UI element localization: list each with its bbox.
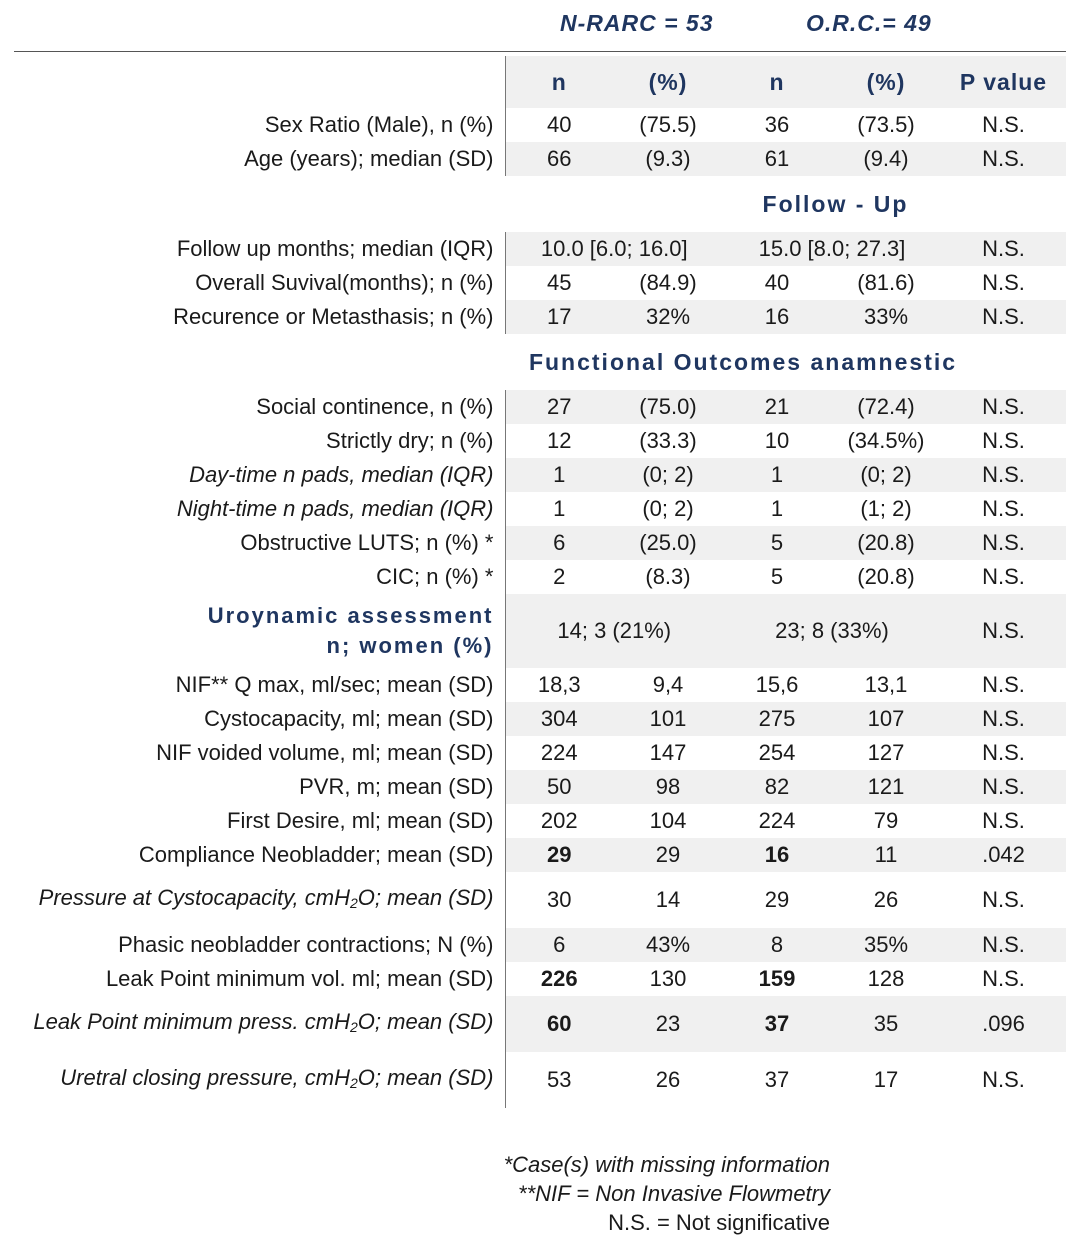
row-label (14, 1052, 505, 1108)
cell-orc-pct: (0; 2) (831, 458, 941, 492)
table-row (14, 108, 1066, 142)
cell-n-rarc-pct: 101 (613, 702, 723, 736)
cell-orc-n: 254 (758, 740, 796, 765)
cell-orc-pct: 79 (873, 808, 899, 833)
row-label: NIF voided volume, ml; mean (SD) (14, 736, 505, 770)
cell-orc-n: 82 (723, 770, 831, 804)
row-label: Overall Suvival(months); n (%) (14, 266, 505, 300)
section-title-functional: Functional Outcomes anamnestic (528, 348, 958, 375)
cell-n-rarc-span: 10.0 [6.0; 16.0] (505, 232, 723, 266)
cell-orc-pct: 26 (873, 887, 899, 912)
cell-n-rarc-pct: 98 (613, 770, 723, 804)
row-label (14, 996, 505, 1052)
cell-n-rarc-n: 1 (505, 458, 613, 492)
cell-n-rarc-n: 1 (553, 496, 566, 521)
row-label: Recurence or Metasthasis; n (%) (14, 300, 505, 334)
cell-p-value: N.S. (982, 496, 1025, 521)
row-label: Night-time n pads, median (IQR) (14, 492, 505, 526)
cell-p-value: N.S. (941, 594, 1066, 668)
row-label: Cystocapacity, ml; mean (SD) (14, 702, 505, 736)
cell-n-rarc-n: 30 (547, 887, 572, 912)
cell-orc-n: 16 (723, 838, 831, 872)
cell-p-value: N.S. (941, 390, 1066, 424)
subscript-2: 2 (350, 1018, 358, 1035)
table-row (14, 736, 1066, 770)
cell-n-rarc-n: 6 (505, 526, 613, 560)
header-n-rarc-n: n (505, 56, 613, 108)
urodynamic-title-line2: n; women (%) (326, 633, 494, 658)
cell-n-rarc-pct: (8.3) (645, 564, 691, 589)
section-spacer (14, 176, 505, 232)
cell-p-value: N.S. (941, 142, 1066, 176)
table-row (14, 770, 1066, 804)
footnote-missing: *Case(s) with missing information (503, 1152, 830, 1177)
cell-orc-n: 275 (723, 702, 831, 736)
cell-orc-pct: (1; 2) (860, 496, 912, 521)
table-row (14, 560, 1066, 594)
cell-n-rarc-n: 45 (547, 270, 572, 295)
cell-n-rarc-n: 224 (540, 740, 578, 765)
cell-orc-pct: 35 (831, 996, 941, 1052)
results-table (14, 56, 1066, 1108)
row-label: CIC; n (%) * (14, 560, 505, 594)
cell-p-value: N.S. (982, 966, 1025, 991)
table-row (14, 702, 1066, 736)
table-row (14, 232, 1066, 266)
cell-n-rarc-n: 27 (505, 390, 613, 424)
cell-orc-n: 224 (758, 808, 796, 833)
cell-orc-n: 37 (723, 996, 831, 1052)
section-title-urodynamic (14, 594, 505, 668)
row-label: Day-time n pads, median (IQR) (14, 458, 505, 492)
cell-n-rarc-n: 6 (505, 928, 613, 962)
cell-n-rarc-n: 18,3 (537, 672, 581, 697)
row-label: Social continence, n (%) (14, 390, 505, 424)
cell-n-rarc-pct: (25.0) (613, 526, 723, 560)
table-row (14, 390, 1066, 424)
row-label: Compliance Neobladder; mean (SD) (14, 838, 505, 872)
table-row (14, 928, 1066, 962)
header-orc-n: n (723, 56, 831, 108)
cell-p-value: N.S. (941, 458, 1066, 492)
cell-orc-n: 36 (764, 112, 790, 137)
cell-p-value: N.S. (982, 1067, 1025, 1092)
cell-n-rarc-pct: 9,4 (652, 672, 684, 697)
cell-n-rarc-n: 2 (553, 564, 566, 589)
top-rule (14, 51, 1066, 52)
cell-n-rarc-n: 53 (547, 1067, 572, 1092)
cell-n-rarc-span: 14; 3 (21%) (505, 594, 723, 668)
cell-n-rarc-pct: (75.5) (639, 112, 697, 137)
footnote-nif: **NIF = Non Invasive Flowmetry (518, 1181, 830, 1206)
footnote-ns: N.S. = Not significative (608, 1210, 830, 1235)
header-orc-pct: (%) (831, 56, 941, 108)
cell-orc-n: 5 (723, 526, 831, 560)
cell-p-value: N.S. (941, 300, 1066, 334)
cell-p-value: N.S. (982, 672, 1025, 697)
cell-p-value: N.S. (941, 928, 1066, 962)
cell-n-rarc-n: 12 (547, 428, 572, 453)
row-label: Leak Point minimum vol. ml; mean (SD) (14, 962, 505, 996)
row-label: Phasic neobladder contractions; N (%) (14, 928, 505, 962)
cell-orc-n: 37 (764, 1067, 790, 1092)
row-label (14, 872, 505, 928)
row-label-part: O; mean (SD) (357, 1064, 494, 1090)
cell-p-value: .096 (941, 996, 1066, 1052)
table-row (14, 492, 1066, 526)
table-row (14, 1052, 1066, 1108)
group-n-rarc: N-RARC = 53 (560, 10, 714, 36)
cell-p-value: N.S. (982, 808, 1025, 833)
table-row (14, 872, 1066, 928)
cell-n-rarc-n: 29 (505, 838, 613, 872)
group-headers (0, 10, 1080, 42)
header-label-cell (14, 56, 505, 108)
table-row (14, 962, 1066, 996)
cell-n-rarc-pct: (84.9) (639, 270, 697, 295)
cell-n-rarc-n: 40 (547, 112, 572, 137)
row-label-part: Uretral closing pressure, cmH (60, 1064, 350, 1090)
cell-orc-n: 40 (764, 270, 790, 295)
footnotes (420, 1150, 830, 1237)
cell-orc-n: 10 (764, 428, 790, 453)
cell-orc-pct: (81.6) (857, 270, 915, 295)
cell-p-value: N.S. (982, 428, 1025, 453)
cell-p-value: N.S. (982, 887, 1025, 912)
cell-n-rarc-pct: (75.0) (613, 390, 723, 424)
cell-orc-pct: (34.5%) (847, 428, 925, 453)
cell-n-rarc-pct: 26 (655, 1067, 681, 1092)
cell-orc-n: 1 (770, 496, 784, 521)
row-label: PVR, m; mean (SD) (14, 770, 505, 804)
cell-n-rarc-pct: 29 (613, 838, 723, 872)
table-row (14, 266, 1066, 300)
cell-n-rarc-n: 50 (505, 770, 613, 804)
cell-orc-pct: 17 (873, 1067, 899, 1092)
row-label: Obstructive LUTS; n (%) * (14, 526, 505, 560)
group-orc: O.R.C.= 49 (806, 10, 932, 36)
section-title-follow-up: Follow - Up (762, 190, 909, 217)
cell-orc-pct: (73.5) (857, 112, 915, 137)
section-header-row (14, 176, 1066, 232)
table-row (14, 668, 1066, 702)
cell-n-rarc-n: 60 (505, 996, 613, 1052)
cell-orc-n: 8 (723, 928, 831, 962)
cell-p-value: N.S. (941, 770, 1066, 804)
table-row (14, 804, 1066, 838)
cell-n-rarc-n: 226 (540, 966, 578, 991)
row-label-part: Pressure at Cystocapacity, cmH (38, 884, 350, 910)
subscript-2: 2 (350, 894, 358, 911)
row-label-part: Leak Point minimum press. cmH (33, 1008, 350, 1034)
row-label: NIF** Q max, ml/sec; mean (SD) (14, 668, 505, 702)
cell-n-rarc-pct: 23 (613, 996, 723, 1052)
row-label: Follow up months; median (IQR) (14, 232, 505, 266)
cell-orc-pct: 13,1 (864, 672, 908, 697)
cell-n-rarc-n: 202 (540, 808, 578, 833)
cell-n-rarc-pct: 43% (613, 928, 723, 962)
table-row (14, 838, 1066, 872)
cell-p-value: N.S. (982, 564, 1025, 589)
table-row (14, 526, 1066, 560)
cell-orc-pct: 33% (831, 300, 941, 334)
cell-orc-pct: (9.4) (831, 142, 941, 176)
cell-orc-n: 1 (723, 458, 831, 492)
cell-orc-n: 61 (723, 142, 831, 176)
cell-n-rarc-n: 66 (505, 142, 613, 176)
cell-orc-n: 29 (764, 887, 790, 912)
table-row (14, 142, 1066, 176)
table-row (14, 300, 1066, 334)
cell-n-rarc-pct: 14 (655, 887, 681, 912)
table-row (14, 996, 1066, 1052)
subscript-2: 2 (350, 1074, 358, 1091)
cell-n-rarc-pct: (33.3) (639, 428, 697, 453)
cell-orc-n: 5 (770, 564, 784, 589)
row-label: First Desire, ml; mean (SD) (14, 804, 505, 838)
cell-orc-pct: 127 (867, 740, 905, 765)
cell-n-rarc-pct: 32% (613, 300, 723, 334)
section-header-row (14, 334, 1066, 390)
cell-n-rarc-pct: 104 (649, 808, 687, 833)
cell-orc-pct: 11 (831, 838, 941, 872)
cell-n-rarc-pct: (9.3) (613, 142, 723, 176)
cell-orc-pct: (20.8) (831, 526, 941, 560)
cell-orc-pct: 107 (831, 702, 941, 736)
cell-p-value: N.S. (982, 270, 1025, 295)
cell-n-rarc-pct: (0; 2) (642, 496, 694, 521)
cell-orc-pct: 35% (831, 928, 941, 962)
cell-orc-n: 21 (723, 390, 831, 424)
cell-orc-pct: (72.4) (831, 390, 941, 424)
row-label: Sex Ratio (Male), n (%) (14, 108, 505, 142)
header-n-rarc-pct: (%) (613, 56, 723, 108)
cell-orc-pct: (20.8) (857, 564, 915, 589)
row-label: Strictly dry; n (%) (14, 424, 505, 458)
cell-orc-n: 15,6 (755, 672, 799, 697)
cell-p-value: N.S. (941, 526, 1066, 560)
cell-n-rarc-n: 304 (505, 702, 613, 736)
cell-n-rarc-pct: 147 (649, 740, 687, 765)
cell-n-rarc-pct: 130 (649, 966, 687, 991)
cell-orc-span: 23; 8 (33%) (723, 594, 941, 668)
cell-p-value: N.S. (982, 740, 1025, 765)
cell-n-rarc-pct: (0; 2) (613, 458, 723, 492)
cell-n-rarc-n: 17 (505, 300, 613, 334)
cell-orc-pct: 121 (831, 770, 941, 804)
table-row (14, 458, 1066, 492)
cell-p-value: N.S. (941, 232, 1066, 266)
section-header-row (14, 594, 1066, 668)
urodynamic-title-line1: Uroynamic assessment (207, 603, 494, 628)
cell-p-value: N.S. (941, 702, 1066, 736)
cell-orc-n: 16 (723, 300, 831, 334)
row-label: Age (years); median (SD) (14, 142, 505, 176)
cell-orc-pct: 128 (867, 966, 905, 991)
cell-p-value: .042 (941, 838, 1066, 872)
column-header-row (14, 56, 1066, 108)
table-row (14, 424, 1066, 458)
cell-p-value: N.S. (982, 112, 1025, 137)
cell-orc-span: 15.0 [8.0; 27.3] (723, 232, 941, 266)
cell-orc-n: 159 (758, 966, 796, 991)
row-label-part: O; mean (SD) (357, 1008, 494, 1034)
header-p-value: P value (941, 56, 1066, 108)
row-label-part: O; mean (SD) (357, 884, 494, 910)
